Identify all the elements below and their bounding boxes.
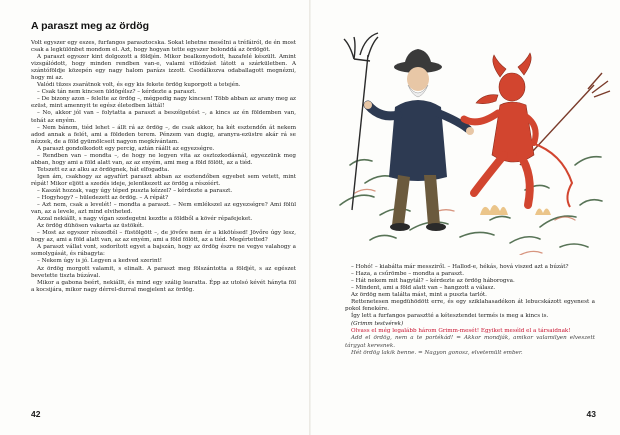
- note-1: Add el ördög, nem a te portékád! = Akkor mondják, amikor valamilyen elveszett tárgyat keresnek.: [345, 335, 595, 349]
- story-paragraph: Az ördög morgott valamit, s elinalt. A paraszt meg fölszántotta a földjét, s az egészet bevetette tiszta búzával.: [31, 265, 296, 279]
- story-paragraph: A paraszt egyszer kint dolgozott a földjén. Mikor bealkonyodott, hazafelé készült. Amint vizsgálódott, hogy minden rendben van-e, valami villódzást látott a szárkületben. A szántóföldje közepén egy nagy halom parázs izzott. Csodálkozva odaballagott megnézni, hogy mi az.: [31, 54, 296, 82]
- story-paragraph: – Mindent, ami a föld alatt van – hangzott a válasz.: [351, 285, 496, 292]
- story-paragraph: – Haza, a csűrömbe – mondta a paraszt.: [351, 271, 465, 278]
- story-paragraph: Mikor a gabona beért, nekiállt, és mind egy szálig learatta. Épp az utolsó kévét hányta föl a kocsijára, mikor nagy dérrel-durral megjelent az ördög.: [31, 279, 296, 293]
- story-paragraph: – No, akkor jól van – folytatta a paraszt a beszélgetést –, a kincs az én földemben van, tehát az enyém.: [31, 110, 296, 124]
- story-paragraph: – Hát nekem mit hagytál? – kérdezte az ördög háborogva.: [351, 278, 515, 285]
- grass-strokes: [340, 157, 602, 247]
- story-paragraph: Az ördög dühösen vakarta az üstökét.: [37, 223, 144, 230]
- story-paragraph: – Azt nem, csak a levelét! – mondta a paraszt. – Nem emlékszel az egyezségre? Ami fölül van, az a levele, azt mind elviheted.: [31, 202, 296, 216]
- story-paragraph: Rettenetesen megdühödött erre, és egy sziklahasadékon át lebucskázott egyenest a pokol fenekére.: [345, 299, 595, 313]
- story-paragraph: – Nem bánom, tiéd lehet – állt rá az ördög –, de csak akkor, ha két esztendőn át nekem adod annak a felét, ami a földeden terem. Pénzem van dugig, aranyra-ezüstre akár rá se nézzek, de a föld gyümölcseit nagyon megkívántam.: [31, 124, 296, 145]
- flames: [480, 205, 551, 215]
- story-paragraph: – Hogyhogy? – hüledezett az ördög. – A répát?: [37, 195, 169, 202]
- story-paragraph: A paraszt vállat vont, sodorított egyet a bajszán, hogy az ördög észre ne vegye valahogy a somolygását, és rábagyta:: [31, 244, 296, 258]
- story-paragraph: – Most az egyszer részedtél – füstölgött –, de jövőre nem ér a kikötésed! Jövőre úgy lesz, hogy az, ami a föld alatt van, az az enyém, ami a föld fölött, az a tiéd. Megértetted?: [31, 230, 296, 244]
- page-number-right: 43: [586, 409, 596, 419]
- story-paragraph: Valódi tüzes zsarátnok volt, és egy kis fekete ördög kuporgott a tetején.: [37, 82, 241, 89]
- peasant-figure: [364, 49, 474, 231]
- story-title: A paraszt meg az ördög: [31, 20, 150, 32]
- story-paragraph: Tetszett ez az alku az ördögnek, hát elfogadta.: [37, 166, 170, 173]
- story-paragraph: – De bizony azon – felelte az ördög –, mégpedig nagy kincsen! Több abban az arany meg az ezüst, mint amennyit te egész életedben láttál!: [31, 96, 296, 110]
- story-paragraph: – Nekem úgy is jó. Legyen a kedved szerint!: [37, 258, 163, 265]
- note-2: Hét ördög lakik benne. = Nagyon gonosz, elvetemült ember.: [351, 349, 523, 356]
- devil-figure: [464, 53, 572, 207]
- story-illustration: [310, 15, 620, 255]
- reading-task: Olvass el még legalább három Grimm-mesét! Egyiket meséld el a társaidnak!: [351, 328, 571, 335]
- story-paragraph: – Kaszát hozzak, vagy úgy téped puszta kézzel? – kérdezte a paraszt.: [37, 187, 233, 194]
- story-text-right: [345, 264, 595, 357]
- peasant-pitchfork: [344, 33, 378, 210]
- story-text-left: [31, 40, 296, 294]
- story-paragraph: A paraszt gondolkodott egy percig, aztán ráállt az egyezségre.: [37, 145, 215, 152]
- story-paragraph: Volt egyszer egy eszes, furfangos parasztocska. Sokat lehetne meséIni a tréfáiról, de én most csak a legkülönbet mondom el. Azt, hogy hogyan tette egyszer bolonddá az ördögöt.: [31, 40, 296, 54]
- story-paragraph: – Hohó! – kiabálta már messziről. – Hallod-e, hékás, hová viszed azt a búzát?: [351, 264, 569, 270]
- story-credit: (Grimm testvérek): [351, 321, 404, 328]
- story-paragraph: – Csak tán nem kincsen üldögélsz? – kérdezte a paraszt.: [37, 89, 197, 96]
- story-paragraph: Igen ám, csakhogy az agyafúrt paraszt abban az esztendőben egyebet sem vetett, mint répát! Mikor eljött a szedés ideje, jelentkezett az ördög a részéért.: [31, 173, 296, 187]
- right-page: [310, 0, 620, 435]
- story-paragraph: Azzal nekiállt, s nagy vígan szedegetni kezdte a földből a kövér répafejeket.: [37, 216, 253, 223]
- story-paragraph: Így lett a furfangos parasztté a kétesztendei termés is meg a kincs is.: [351, 313, 549, 320]
- page-number-left: 42: [31, 409, 41, 419]
- story-paragraph: – Rendben van – mondta –, de hogy ne legyen vita az osztozkodásnál, egyezzünk meg abban, hogy ami a föld alatt van, az az enyém, ami meg a föld fölött, az a tiéd.: [31, 152, 296, 166]
- story-paragraph: Az ördög nem találta mást, mint a puszta tarlót.: [351, 292, 487, 299]
